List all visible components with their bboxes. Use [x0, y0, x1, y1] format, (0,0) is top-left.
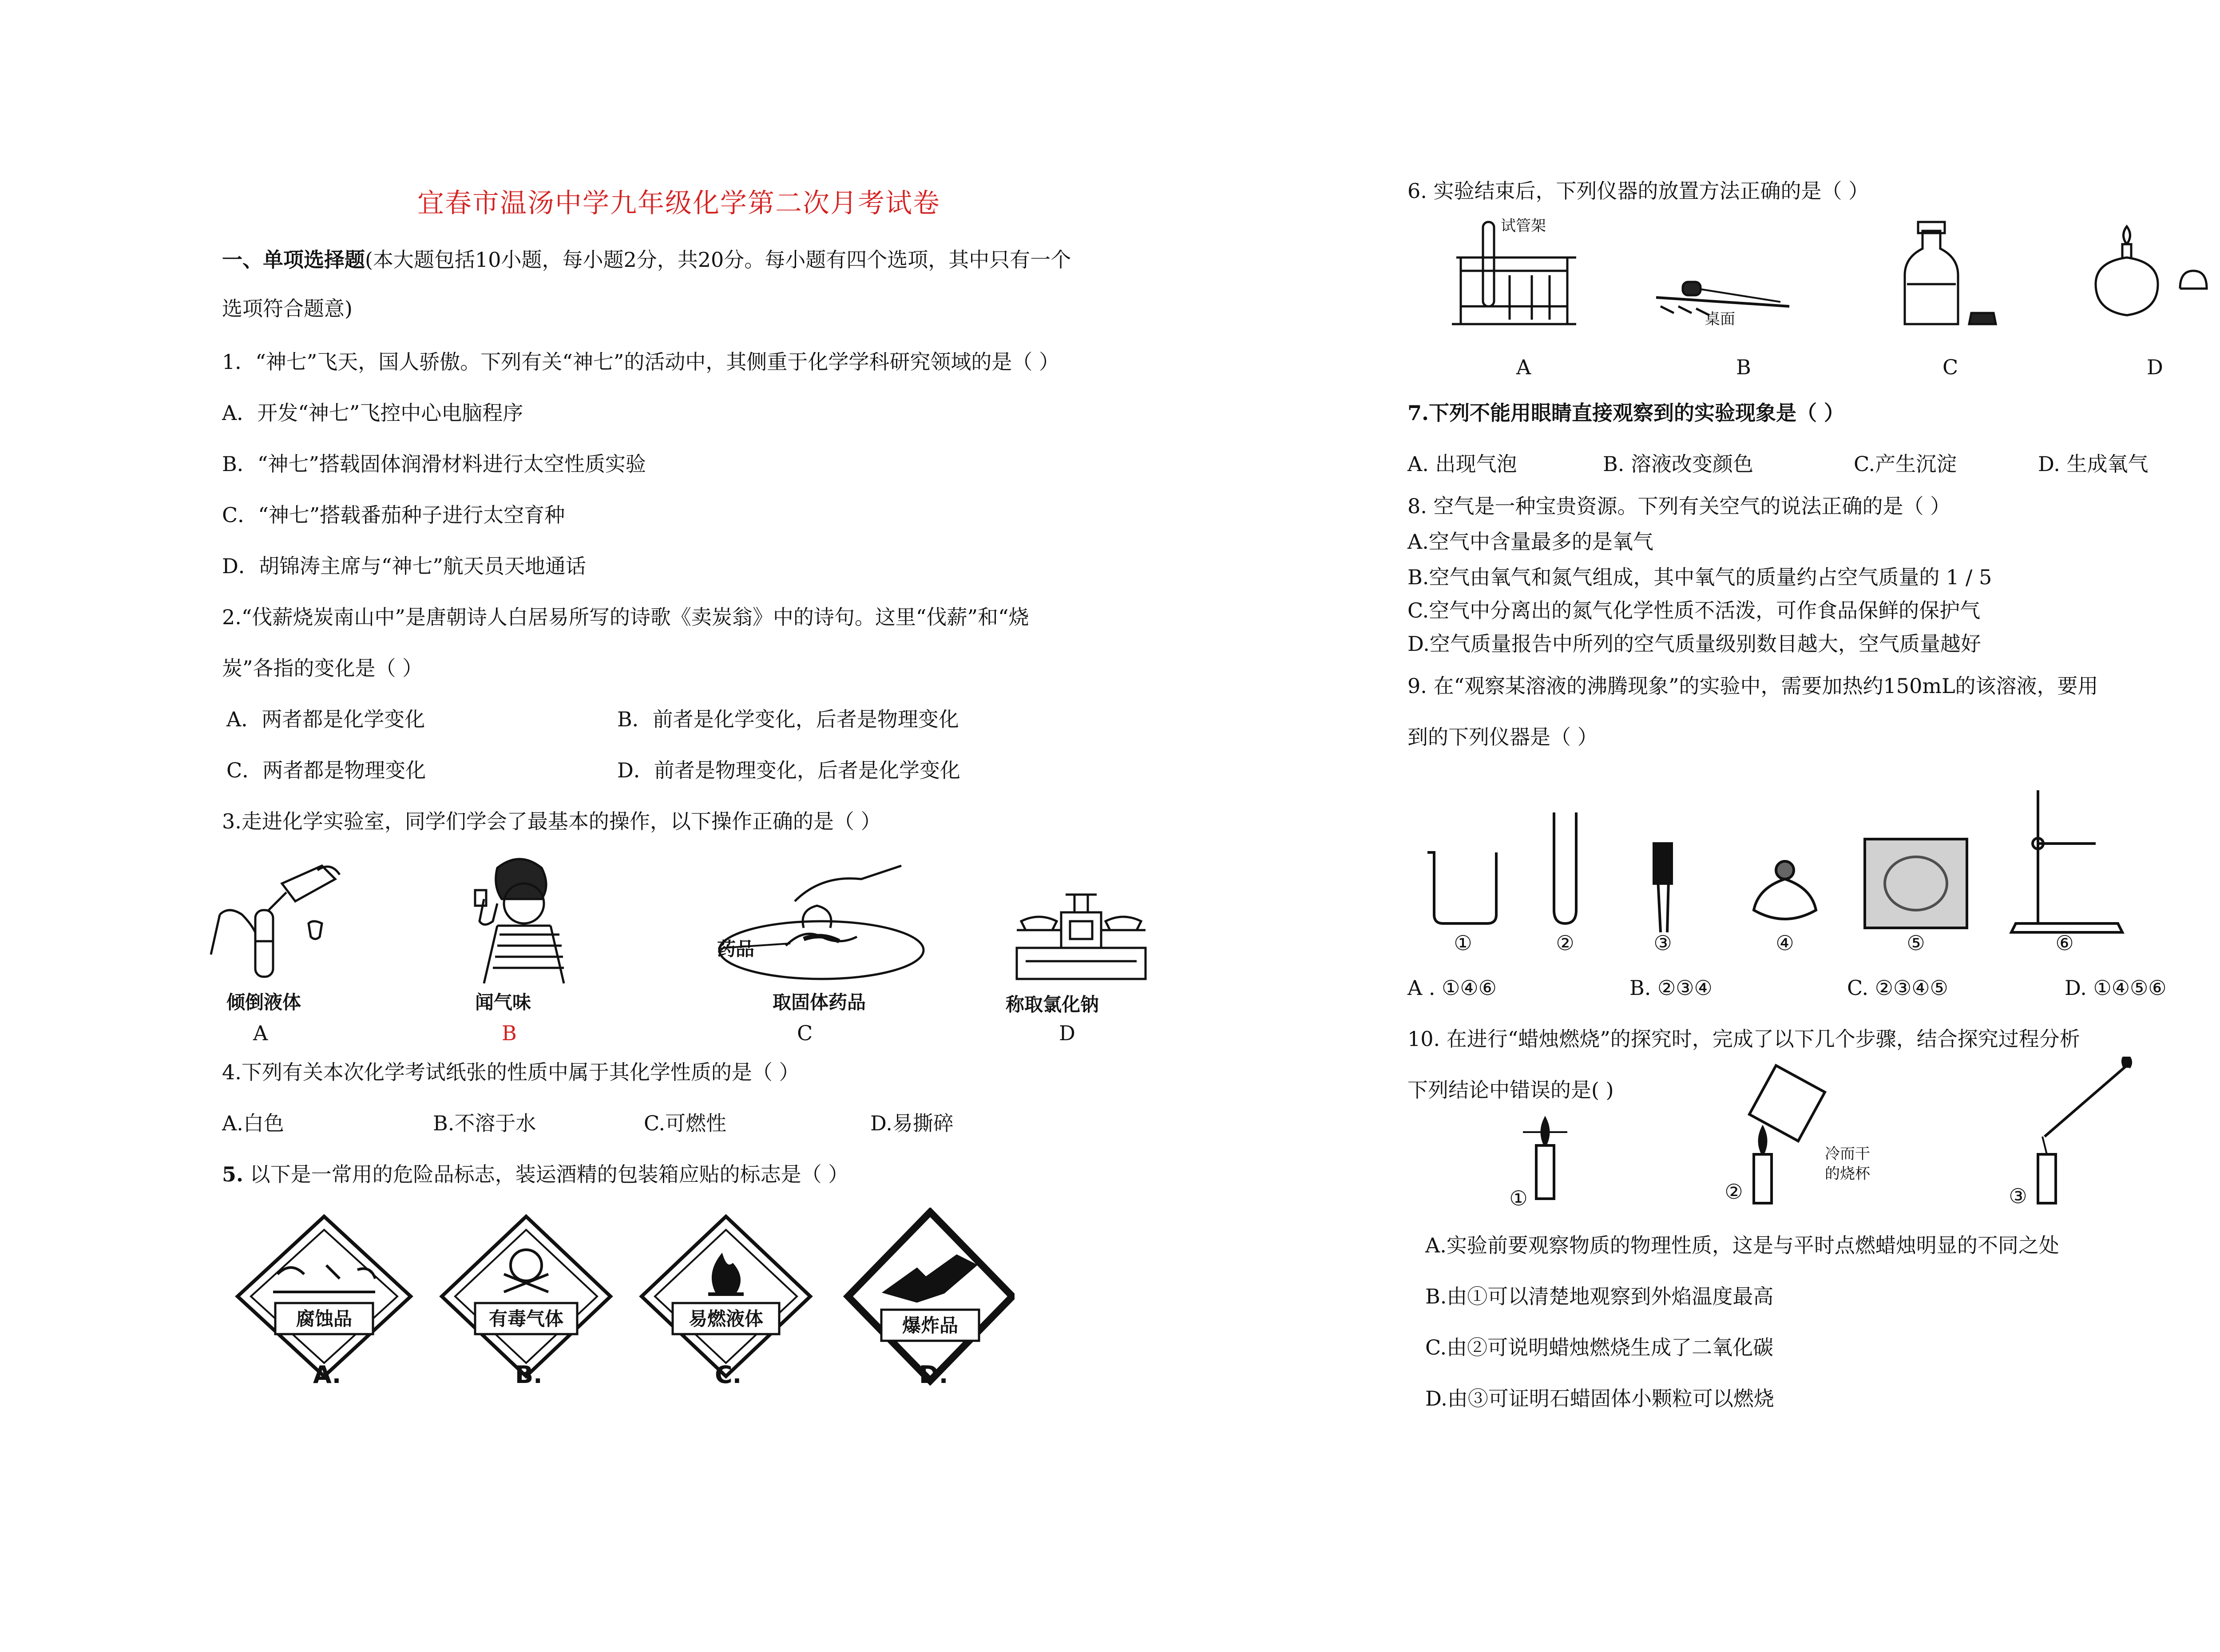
sign-label-flammable: 易燃液体 — [688, 1308, 764, 1330]
q6-letter-c: C — [1942, 355, 1958, 379]
q3-letter-a: A — [253, 1021, 268, 1045]
iron-stand-icon — [2011, 790, 2122, 932]
q3-letter-b: B — [502, 1021, 517, 1045]
q6-figures — [1443, 218, 2220, 337]
q7-option-b: B. 溶液改变颜色 — [1603, 452, 1754, 476]
q5-letter-c: C. — [715, 1361, 742, 1389]
q1-option-b: B．“神七”搭载固体润滑材料进行太空性质实验 — [222, 452, 646, 476]
q5-letter-a: A. — [313, 1361, 341, 1389]
corrosive-sign-icon — [238, 1216, 411, 1376]
beaker-label-2: 的烧杯 — [1825, 1165, 1870, 1183]
q5-letter-b: B. — [515, 1361, 543, 1389]
q1-stem: 1．“神七”飞天，国人骄傲。下列有关“神七”的活动中，其侧重于化学学科研究领域的是（ ） — [222, 350, 1059, 374]
exam-title: 宜春市温汤中学九年级化学第二次月考试卷 — [417, 188, 940, 219]
q3-caption-c: 取固体药品 — [773, 991, 866, 1013]
q9-num-2: ② — [1556, 931, 1574, 955]
balance-figure — [1008, 881, 1154, 988]
q2-option-a: A．两者都是化学变化 — [226, 707, 425, 731]
q8-option-c: C.空气中分离出的氮气化学性质不活泼，可作食品保鲜的保护气 — [1407, 598, 1981, 622]
alcohol-lamp-icon — [1754, 879, 1816, 919]
q8-option-b: B.空气由氧气和氮气组成，其中氧气的质量约占空气质量的 1 / 5 — [1407, 565, 1992, 589]
q6-stem: 6. 实验结束后，下列仪器的放置方法正确的是（ ） — [1407, 179, 1869, 203]
q9-num-5: ⑤ — [1907, 931, 1925, 955]
sign-label-corrosive: 腐蚀品 — [296, 1308, 353, 1330]
q9-num-1: ① — [1454, 931, 1472, 955]
q8-option-a: A.空气中含量最多的是氧气 — [1407, 530, 1653, 554]
q3-letter-d: D — [1059, 1021, 1075, 1045]
flammable-liquid-sign-icon — [642, 1216, 810, 1376]
q7-option-d: D. 生成氧气 — [2038, 452, 2149, 476]
q5-stem: 5. 以下是一常用的危险品标志，装运酒精的包装箱应贴的标志是（ ） — [222, 1162, 849, 1186]
q2-stem-line1: 2.“伐薪烧炭南山中”是唐朝诗人白居易所写的诗歌《卖炭翁》中的诗句。这里“伐薪”和“烧 — [222, 605, 1029, 629]
q8-stem: 8. 空气是一种宝贵资源。下列有关空气的说法正确的是（ ） — [1407, 494, 1951, 518]
q3-letter-c: C — [797, 1021, 813, 1045]
q4-option-d: D.易撕碎 — [870, 1111, 954, 1135]
q10-option-d: D.由③可证明石蜡固体小颗粒可以燃烧 — [1425, 1387, 1774, 1410]
q5-letter-d: D. — [919, 1361, 948, 1389]
q4-option-b: B.不溶于水 — [433, 1111, 536, 1135]
test-tube-icon — [1554, 812, 1576, 923]
q4-option-a: A.白色 — [222, 1111, 284, 1135]
beaker-icon — [1427, 852, 1496, 923]
q10-option-b: B.由①可以清楚地观察到外焰温度最高 — [1425, 1284, 1774, 1308]
q3-stem: 3.走进化学实验室，同学们学会了最基本的操作，以下操作正确的是（ ） — [222, 809, 881, 833]
q2-option-d: D．前者是物理变化，后者是化学变化 — [617, 758, 960, 782]
smell-gas-figure — [457, 850, 582, 988]
q3-drug-label: 药品 — [717, 938, 755, 960]
q7-option-a: A. 出现气泡 — [1407, 452, 1517, 476]
pour-liquid-figure — [202, 852, 349, 990]
q9-num-3: ③ — [1653, 931, 1672, 955]
candle-1-icon — [1536, 1145, 1554, 1199]
q9-option-d: D. ①④⑤⑥ — [2065, 976, 2167, 1000]
q7-option-c: C.产生沉淀 — [1854, 452, 1957, 476]
sign-label-explosive: 爆炸品 — [902, 1315, 959, 1336]
q8-option-d: D.空气质量报告中所列的空气质量级别数目越大，空气质量越好 — [1407, 632, 1981, 656]
table-label: 桌面 — [1705, 310, 1735, 328]
section-desc-line2: 选项符合题意) — [222, 297, 353, 321]
sign-label-toxic: 有毒气体 — [488, 1308, 564, 1330]
q3-caption-b: 闻气味 — [475, 991, 531, 1013]
q6-letter-b: B — [1736, 355, 1751, 379]
q10-option-c: C.由②可说明蜡烛燃烧生成了二氧化碳 — [1425, 1335, 1774, 1359]
q9-option-c: C. ②③④⑤ — [1847, 976, 1948, 1000]
q2-stem-line2: 炭”各指的变化是（ ） — [222, 656, 423, 680]
q1-option-c: C．“神七”搭载番茄种子进行太空育种 — [222, 503, 565, 527]
rack-label: 试管架 — [1501, 218, 1546, 235]
candle-3-icon — [2038, 1154, 2056, 1203]
q3-caption-d: 称取氯化钠 — [1006, 994, 1099, 1015]
q10-num-2: ② — [1724, 1180, 1743, 1204]
hazard-signs — [224, 1208, 1015, 1394]
q4-option-c: C.可燃性 — [644, 1111, 727, 1135]
take-solid-figure — [715, 861, 928, 981]
q9-option-b: B. ②③④ — [1629, 976, 1713, 1000]
q9-stem-line1: 9. 在“观察某溶液的沸腾现象”的实验中，需要加热约150mL的该溶液，要用 — [1407, 674, 2098, 698]
q6-letter-d: D — [2147, 355, 2163, 379]
q3-caption-a: 倾倒液体 — [226, 991, 301, 1013]
q7-stem: 7.下列不能用眼睛直接观察到的实验现象是（ ） — [1407, 401, 1845, 425]
q9-num-4: ④ — [1776, 931, 1794, 955]
q2-option-c: C．两者都是物理变化 — [226, 758, 426, 782]
q4-stem: 4.下列有关本次化学考试纸张的性质中属于其化学性质的是（ ） — [222, 1060, 800, 1084]
q10-num-1: ① — [1509, 1186, 1528, 1210]
beaker-label-1: 冷而干 — [1825, 1145, 1870, 1163]
section-heading: 一、单项选择题(本大题包括10小题，每小题2分，共20分。每小题有四个选项，其中只有一个 — [222, 248, 1071, 272]
q10-num-3: ③ — [2009, 1184, 2027, 1208]
q1-option-a: A．开发“神七”飞控中心电脑程序 — [222, 401, 523, 425]
q9-option-a: A . ①④⑥ — [1407, 976, 1497, 1000]
q10-candle-figures — [1496, 1057, 2158, 1216]
q9-stem-line2: 到的下列仪器是（ ） — [1407, 725, 1598, 749]
q9-apparatus — [1421, 790, 2220, 959]
q10-option-a: A.实验前要观察物质的物理性质，这是与平时点燃蜡烛明显的不同之处 — [1425, 1233, 2059, 1257]
q9-num-6: ⑥ — [2055, 931, 2074, 955]
q6-letter-a: A — [1516, 355, 1531, 379]
q1-option-d: D．胡锦涛主席与“神七”航天员天地通话 — [222, 554, 586, 578]
toxic-gas-sign-icon — [442, 1216, 610, 1376]
q10-stem-line1: 10. 在进行“蜡烛燃烧”的探究时，完成了以下几个步骤，结合探究过程分析 — [1407, 1027, 2080, 1051]
q10-stem-line2: 下列结论中错误的是( ) — [1407, 1078, 1614, 1102]
candle-2-icon — [1754, 1154, 1772, 1203]
q2-option-b: B．前者是化学变化，后者是物理变化 — [617, 707, 959, 731]
